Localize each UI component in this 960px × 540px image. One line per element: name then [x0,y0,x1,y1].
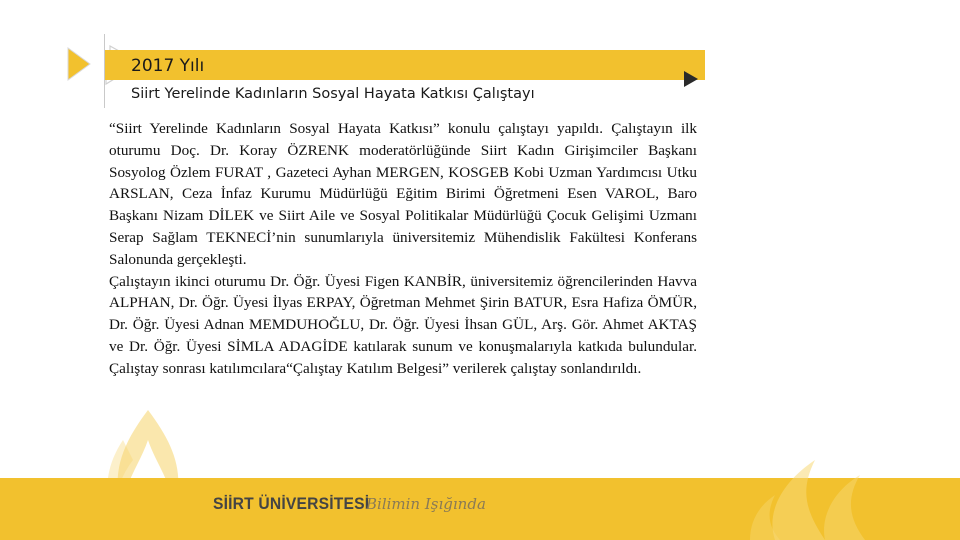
slide-title: 2017 Yılı [131,56,205,76]
slide-subtitle: Siirt Yerelinde Kadınların Sosyal Hayata Katkısı Çalıştayı [131,86,535,102]
footer-slogan: Bilimin Işığında [366,495,486,513]
header-arrow-icon [684,71,698,87]
body-paragraph: Çalıştayın ikinci oturumu Dr. Öğr. Üyesi Figen KANBİR, üniversitemiz öğrencilerinden Havva ALPHAN, Dr. Öğr. Üyesi İlyas ERPAY, Öğretman Mehmet Şirin BATUR, Esra Hafiza ÖMÜR, Dr. Öğr. Üyesi Adnan MEMDUHOĞLU, Dr. Öğr. Üyesi İhsan GÜL, Arş. Gör. Ahmet AKTAŞ ve Dr. Öğr. Üyesi SİMLA ADAGİDE katılarak sunum ve konuşmalarıyla katkıda bulundular. Çalıştay sonrası katılımcılara“Çalıştay Katılım Belgesi” verilerek çalıştay sonlandırıldı. [109,272,697,377]
body-text [109,118,697,380]
body-paragraph: “Siirt Yerelinde Kadınların Sosyal Hayata Katkısı” konulu çalıştayı yapıldı. Çalıştayın ilk oturumu Doç. Dr. Koray ÖZRENK moderatörlüğünde Siirt Kadın Girişimciler Başkanı Sosyolog Özlem FURAT , Gazeteci Ayhan MERGEN, KOSGEB Kobi Uzman Yardımcısı Utku ARSLAN, Ceza İnfaz Kurumu Müdürlüğü Eğitim Birimi Öğretmeni Esen VAROL, Baro Başkanı Nizam DİLEK ve Siirt Aile ve Sosyal Politikalar Müdürlüğü Çocuk Gelişimi Uzmanı Serap Sağlam TEKNECİ’nin sunumlarıyla üniversitemiz Mühendislik Fakültesi Konferans Salonunda gerçekleşti. [109,120,697,268]
footer-brand: SİİRT ÜNİVERSİTESİ [213,494,370,513]
flame-watermark-icon [735,450,885,540]
